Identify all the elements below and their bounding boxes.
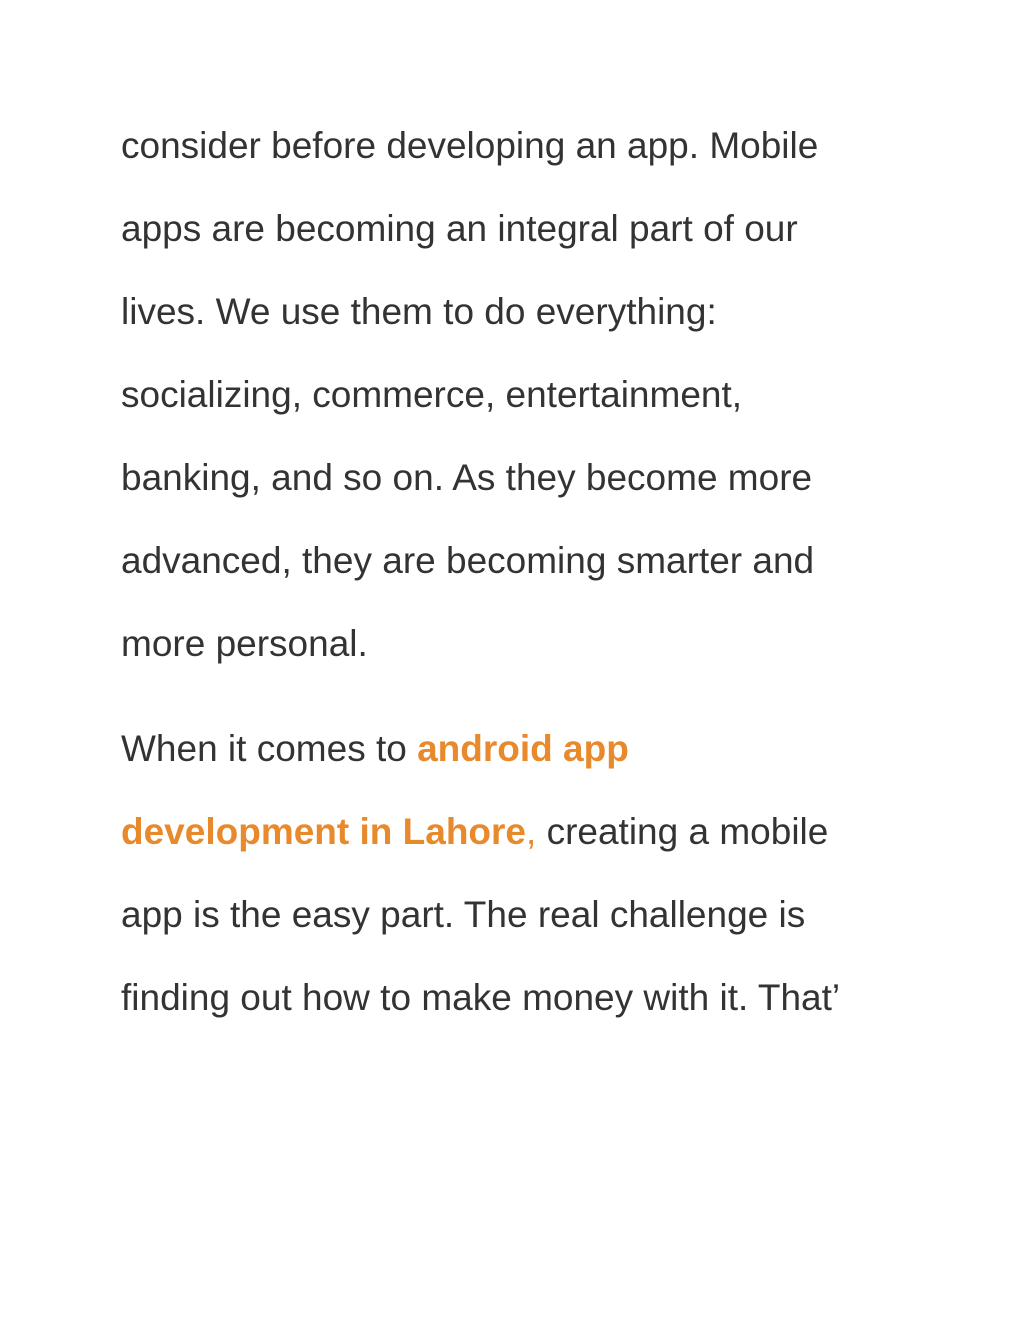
- paragraph-android-development: [121, 727, 921, 1059]
- text-segment: When it comes to: [121, 728, 418, 769]
- text-line: socializing, commerce, entertainment,: [121, 374, 743, 415]
- text-line: consider before developing an app. Mobile: [121, 125, 819, 166]
- text-line: [121, 727, 921, 810]
- android-app-development-link-continued[interactable]: development in Lahore: [121, 811, 527, 852]
- text-line: finding out how to make money with it. That’: [121, 977, 841, 1018]
- text-line: [121, 810, 921, 893]
- text-line: lives. We use them to do everything:: [121, 291, 717, 332]
- paragraph-intro: [121, 124, 921, 705]
- text-line: more personal.: [121, 623, 368, 664]
- text-line: banking, and so on. As they become more: [121, 457, 813, 498]
- text-line: advanced, they are becoming smarter and: [121, 540, 815, 581]
- text-segment: creating a mobile: [536, 811, 829, 852]
- link-comma: ,: [526, 811, 537, 852]
- text-line: app is the easy part. The real challenge is: [121, 894, 806, 935]
- text-line: apps are becoming an integral part of our: [121, 208, 798, 249]
- android-app-development-link[interactable]: android app: [417, 728, 629, 769]
